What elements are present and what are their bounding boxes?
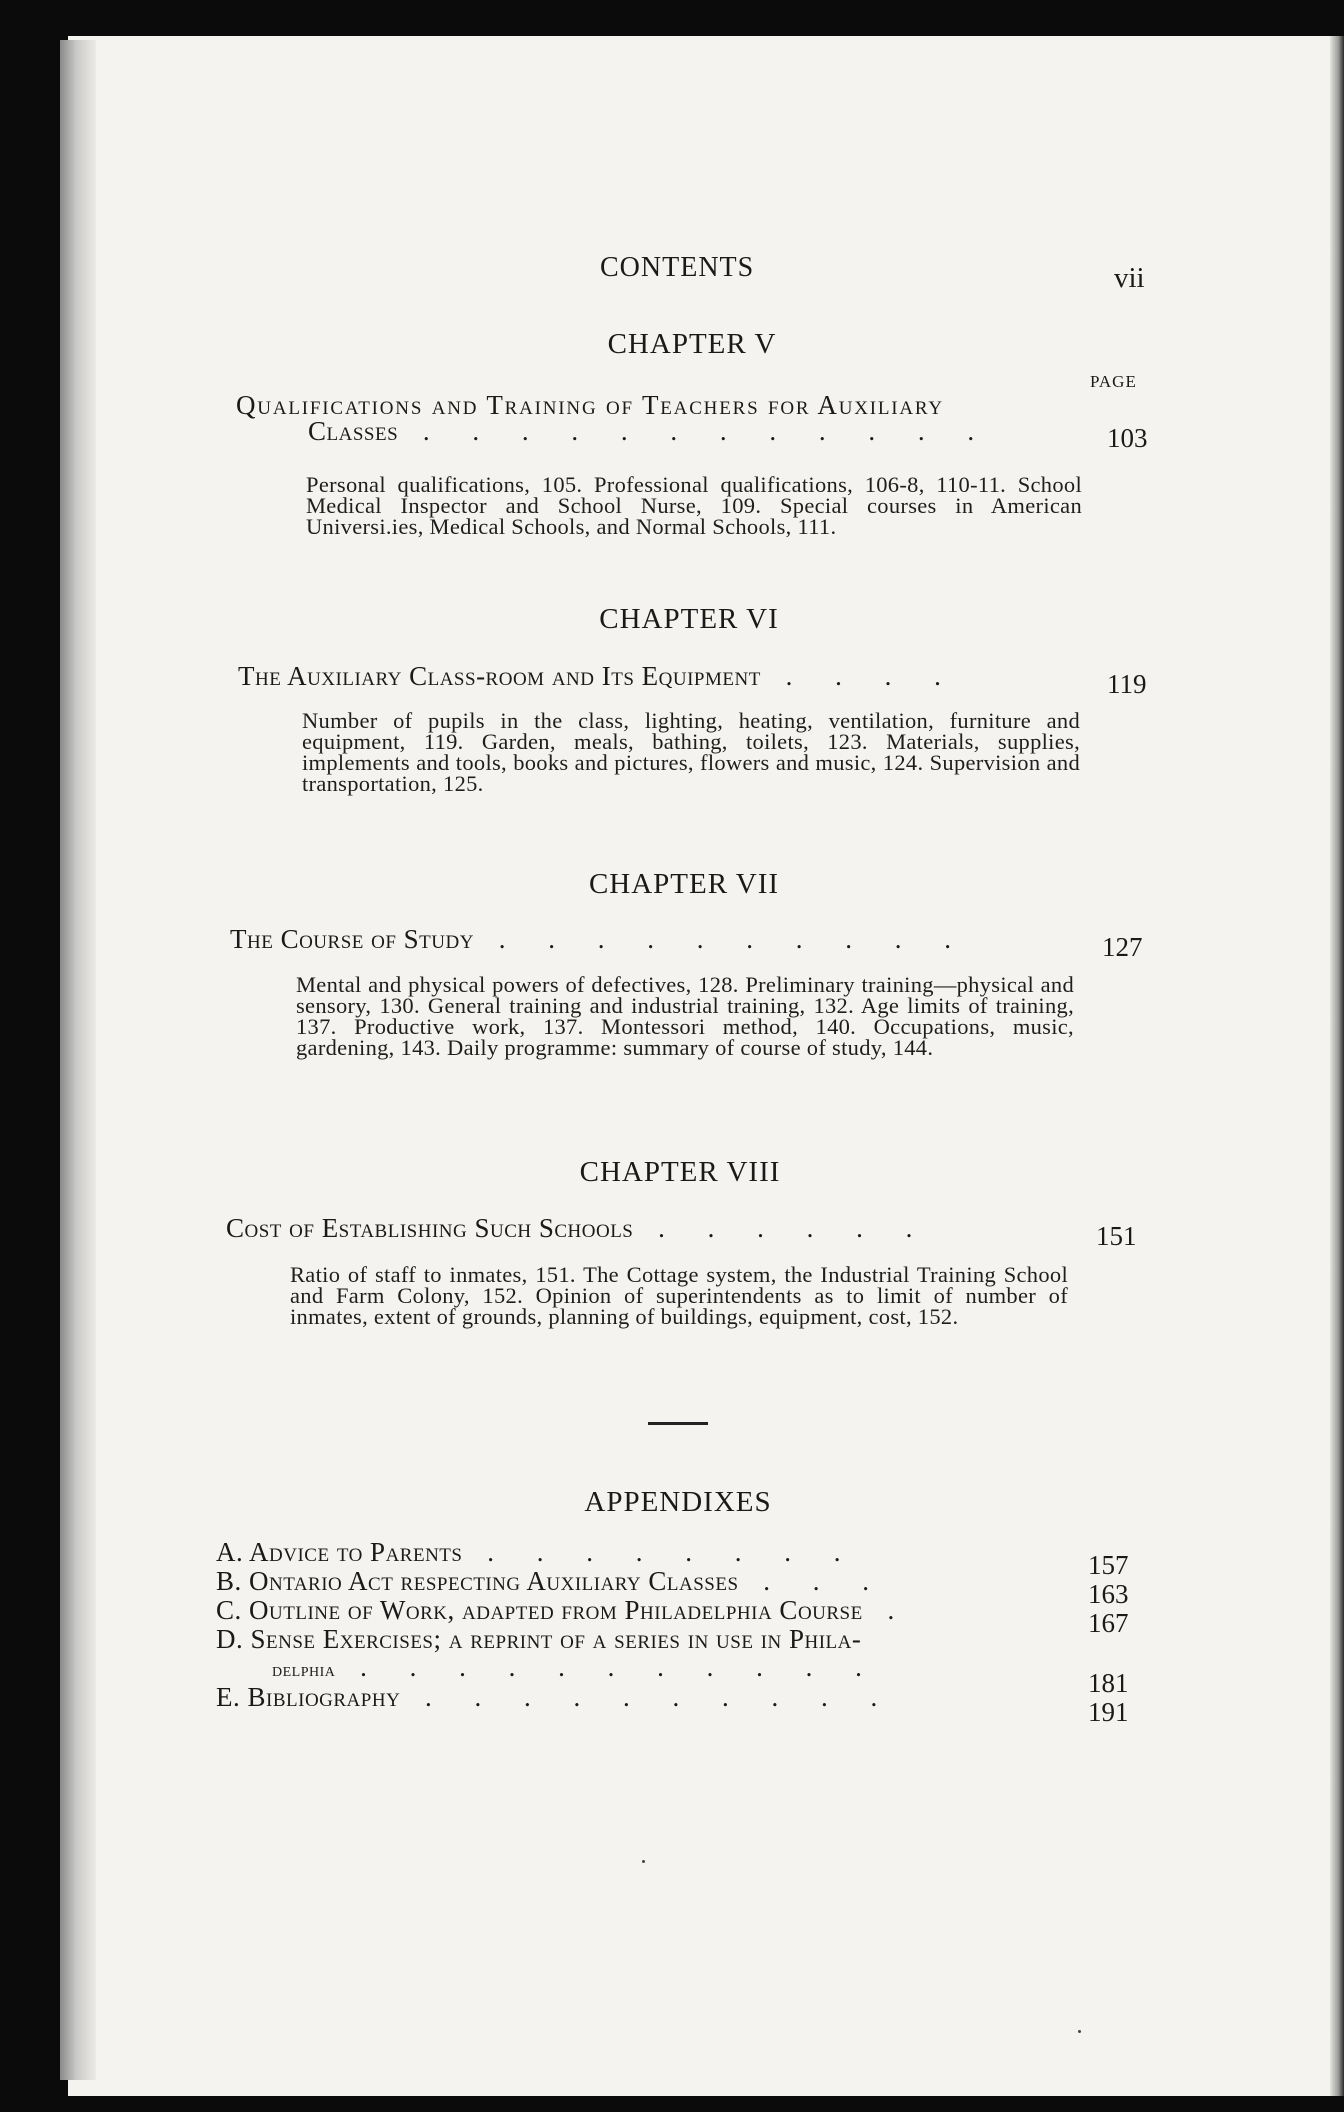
chapter-page: 103 [1107, 423, 1148, 453]
chapter-page: 127 [1102, 932, 1143, 962]
chapter-page: 151 [1096, 1221, 1137, 1251]
appendix-page: 157 [1088, 1550, 1129, 1580]
chapter-title: Cost of Establishing Such Schools . . . . . . [226, 1213, 931, 1243]
appendix-entry: E. Bibliography . . . . . . . . . . [216, 1682, 896, 1712]
chapter-heading: CHAPTER V [607, 328, 777, 360]
running-head: CONTENTS [600, 252, 755, 283]
chapter-heading: CHAPTER VII [588, 868, 780, 900]
appendix-entry: C. Outline of Work, adapted from Philadelphia Course . [216, 1595, 913, 1625]
chapter-summary: Number of pupils in the class, lighting, heating, ventilation, furniture and equipment, 119. Garden, meals, bathing, toilets, 123. Materials, supplies, implements and tools, books and pictures, flowers and music, 124. Supervision and transportation, 125. [302, 708, 1080, 796]
chapter-heading: CHAPTER VI [599, 603, 779, 635]
appendix-page: 181 [1088, 1668, 1129, 1698]
page-number: vii [1114, 262, 1145, 294]
scan-speck [1078, 2030, 1081, 2033]
appendix-page: 191 [1088, 1697, 1129, 1727]
appendix-page: 167 [1088, 1608, 1129, 1638]
appendix-entry: A. Advice to Parents . . . . . . . . [216, 1537, 859, 1567]
appendixes-heading: APPENDIXES [584, 1486, 772, 1518]
appendix-entry-cont: delphia . . . . . . . . . . . [272, 1652, 880, 1682]
chapter-summary: Mental and physical powers of defectives, 128. Preliminary training—physical and sensory, 130. General training and industrial training, 132. Age limits of training, 137. Productive work, 137. Montessori method, 140. Occupations, music, gardening, 143. Daily programme: summary of course of study, 144. [296, 972, 1074, 1060]
chapter-title: The Course of Study . . . . . . . . . . [230, 924, 969, 954]
chapter-summary: Personal qualifications, 105. Professional qualifications, 106-8, 110-11. School Medical Inspector and School Nurse, 109. Special courses in American Universi.ies, Medical Schools, and Normal Schools, 111. [306, 472, 1082, 539]
chapter-title-cont: Classes . . . . . . . . . . . . [308, 416, 993, 446]
appendix-entry: B. Ontario Act respecting Auxiliary Classes . . . [216, 1566, 888, 1596]
scan-speck [642, 1860, 645, 1863]
chapter-title: The Auxiliary Class-room and Its Equipment . . . . [238, 661, 959, 691]
appendix-page: 163 [1088, 1579, 1129, 1609]
section-divider [648, 1422, 708, 1425]
page-column-label: PAGE [1090, 372, 1137, 391]
chapter-summary: Ratio of staff to inmates, 151. The Cottage system, the Industrial Training School and Farm Colony, 152. Opinion of superintendents as to limit of number of inmates, extent of grounds, planning of buildings, equipment, cost, 152. [290, 1262, 1068, 1329]
chapter-title: Qualifications and Training of Teachers for Auxiliary [236, 390, 944, 420]
appendix-entry: D. Sense Exercises; a reprint of a series in use in Phila- [216, 1624, 862, 1654]
chapter-page: 119 [1107, 669, 1147, 699]
chapter-heading: CHAPTER VIII [579, 1156, 781, 1188]
